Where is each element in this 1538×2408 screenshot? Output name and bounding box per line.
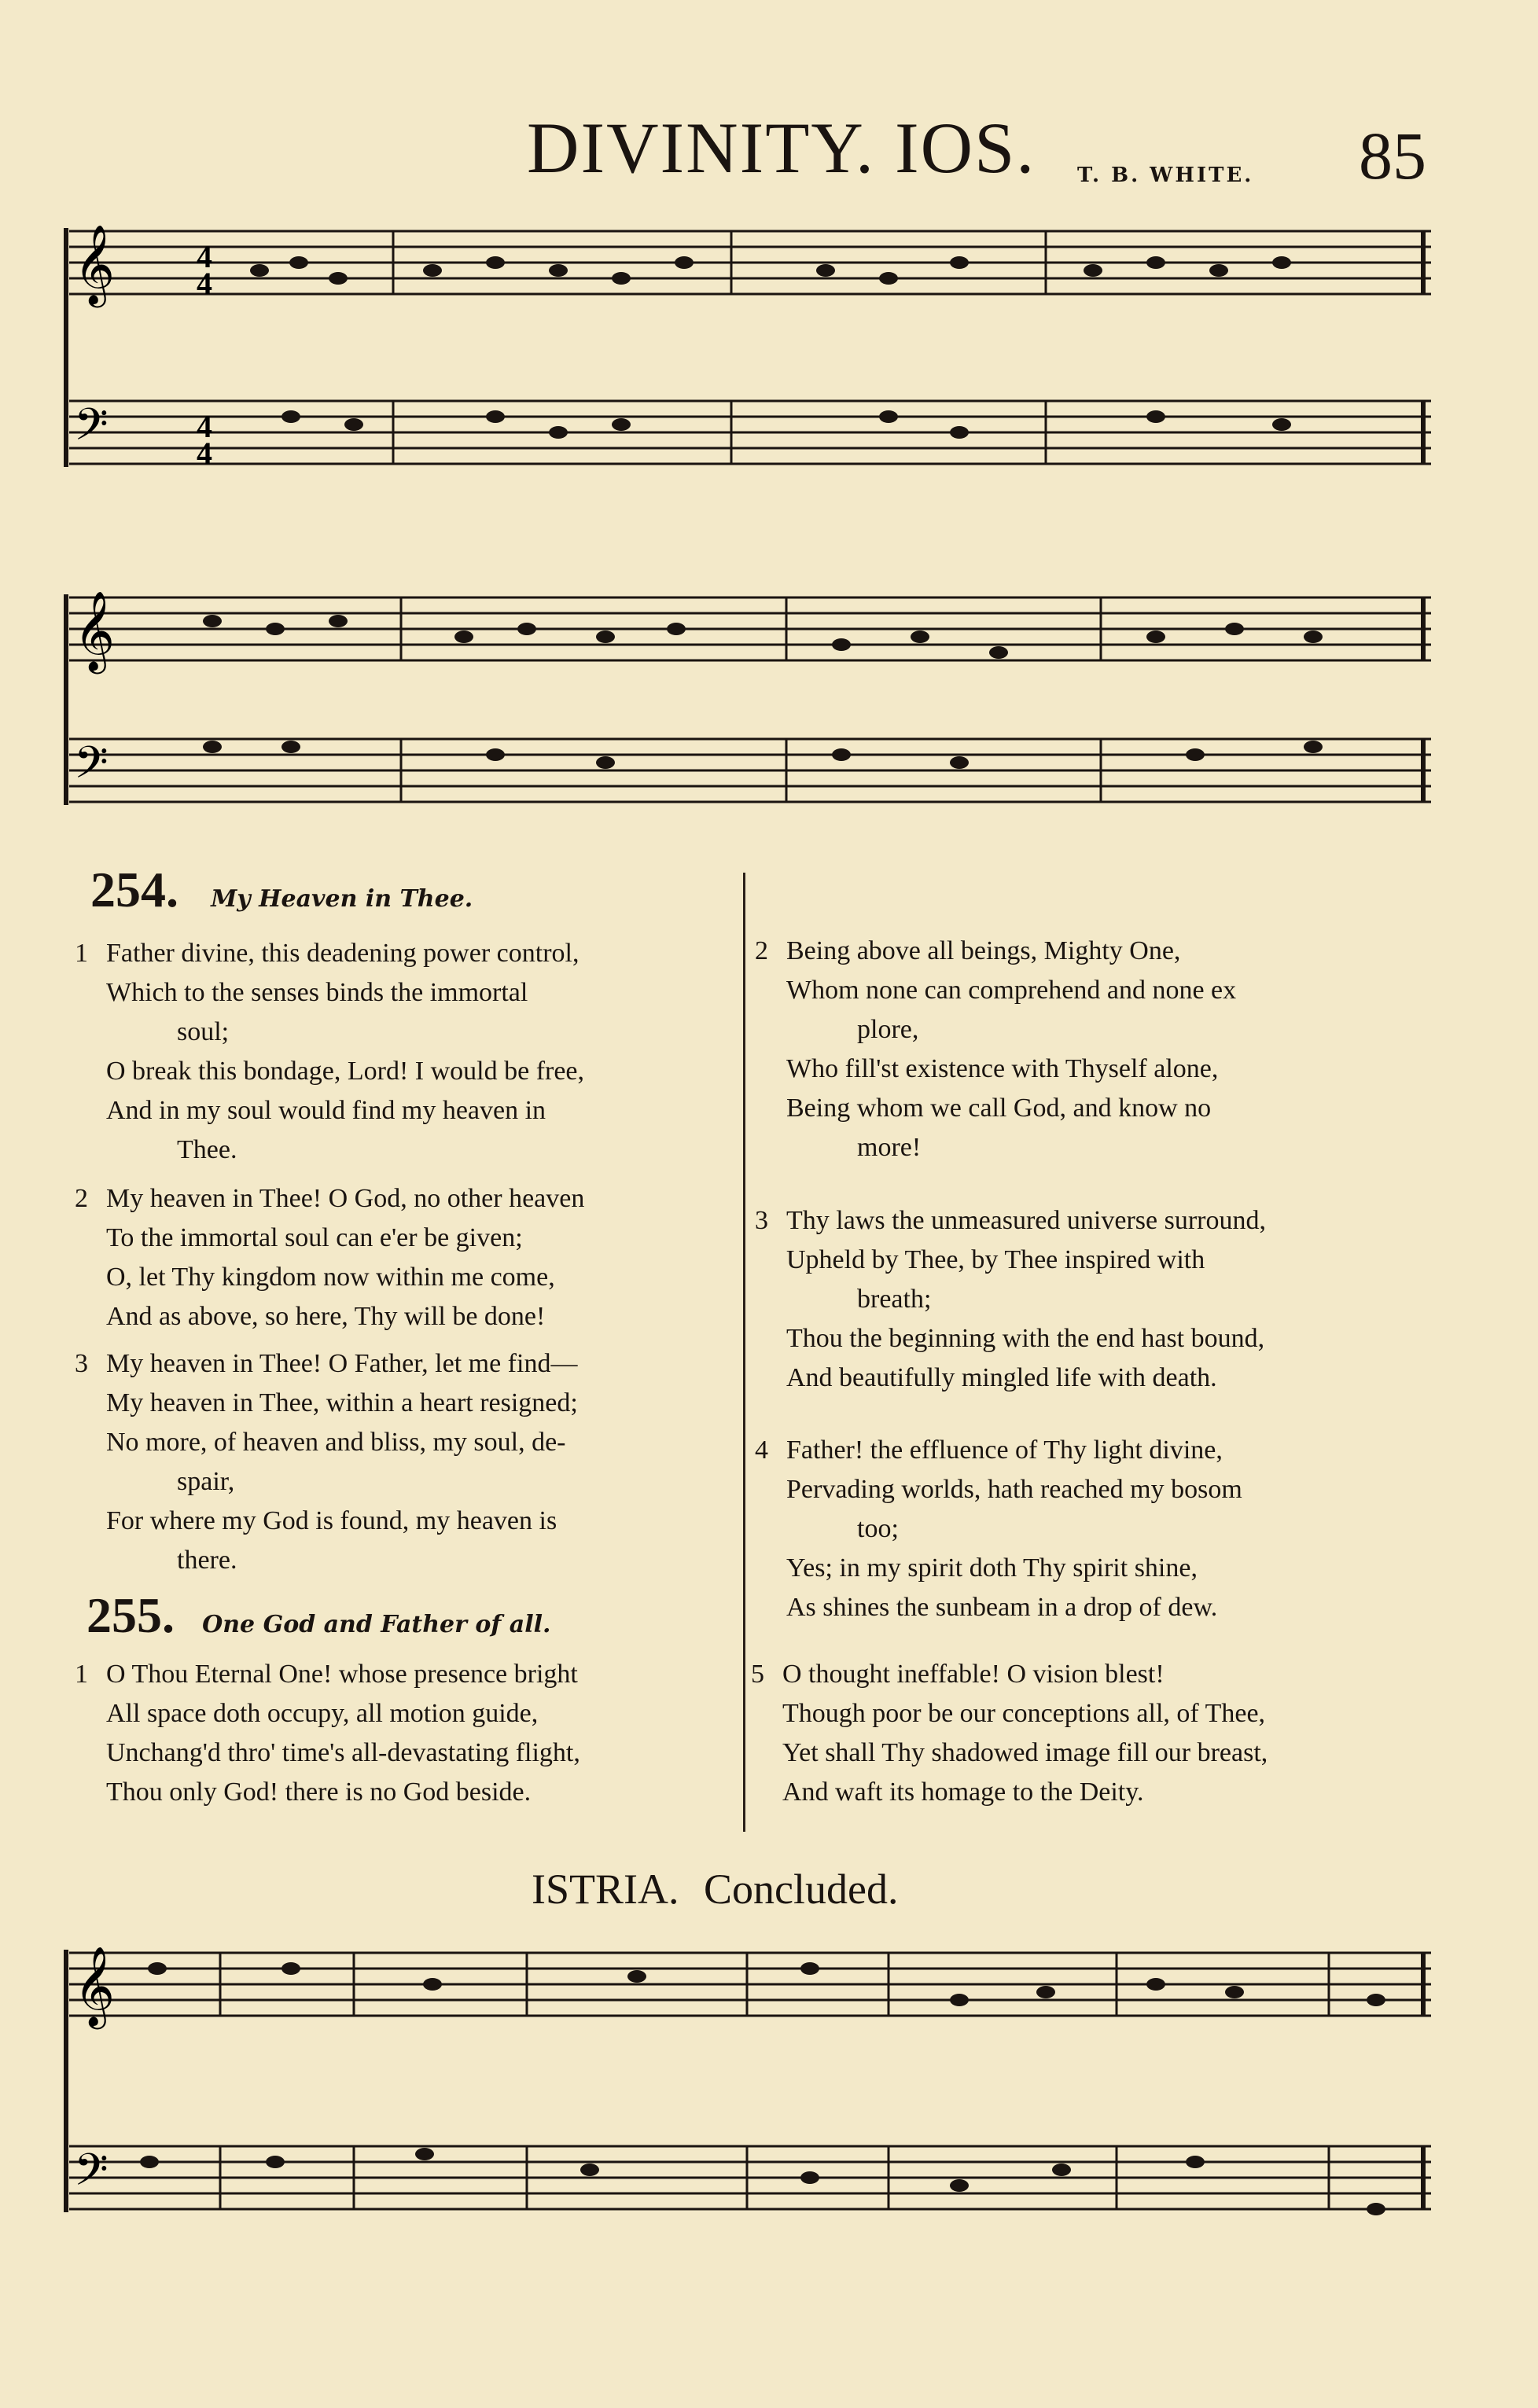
music-system-2 [55, 574, 1447, 873]
page-number: 85 [1359, 118, 1426, 193]
music-system-1 [55, 212, 1447, 542]
tune-title: DIVINITY. IOS. [527, 108, 1036, 188]
hymn-number: 254. [90, 862, 178, 917]
hymn-254-verse-3: 3 My heaven in Thee! O Father, let me find— My heaven in Thee, within a heart resigned; No more, of heaven and bliss, my soul, de- spair, For where my God is found, my heaven is there. [75, 1349, 578, 1575]
svg-text:𝄢: 𝄢 [74, 2145, 109, 2207]
hymn-255-verse-1: 1 O Thou Eternal One! whose presence bright All space doth occupy, all motion guide, Unchang'd thro' time's all-devastating flight, Thou only God! there is no God beside. [75, 1660, 580, 1807]
svg-text:4: 4 [197, 409, 212, 444]
column-divider [743, 873, 745, 1832]
svg-text:𝄢: 𝄢 [74, 737, 109, 800]
hymn-254-heading [90, 861, 473, 919]
second-tune-title: ISTRIA. Concluded. [532, 1866, 899, 1913]
hymn-255-verse-5: 5 O thought ineffable! O vision blest! Though poor be our conceptions all, of Thee, Yet shall Thy shadowed image fill our breast, And waft its homage to the Deity. [751, 1660, 1268, 1807]
hymn-title: One God and Father of all. [202, 1611, 551, 1638]
composer-credit: T. B. WHITE. [1077, 164, 1254, 187]
hymn-255-verse-2: 2 Being above all beings, Mighty One, Whom none can comprehend and none ex plore, Who fill'st existence with Thyself alone, Being whom we call God, and know no more! [755, 936, 1237, 1162]
svg-text:𝄢: 𝄢 [74, 399, 109, 461]
hymn-title: My Heaven in Thee. [211, 885, 473, 913]
svg-text:4: 4 [197, 266, 212, 301]
hymn-254-verse-1: 1 Father divine, this deadening power control, Which to the senses binds the immortal soul; O break this bondage, Lord! I would be free, And in my soul would find my heaven in Thee. [75, 939, 585, 1164]
svg-text:4: 4 [197, 436, 212, 471]
hymn-254-verse-2: 2 My heaven in Thee! O God, no other heaven To the immortal soul can e'er be given; O, let Thy kingdom now within me come, And as above, so here, Thy will be done! [75, 1184, 585, 1331]
music-system-3 [55, 1934, 1447, 2264]
svg-text:𝄞: 𝄞 [74, 590, 116, 671]
hymn-number: 255. [86, 1587, 175, 1643]
hymn-255-heading [86, 1586, 550, 1645]
svg-text:𝄞: 𝄞 [74, 223, 116, 304]
hymn-255-verse-4: 4 Father! the effluence of Thy light divine, Pervading worlds, hath reached my bosom too; Yes; in my spirit doth Thy spirit shine, As shines the sunbeam in a drop of dew. [755, 1436, 1242, 1622]
svg-text:𝄞: 𝄞 [74, 1945, 116, 2026]
hymn-255-verse-3: 3 Thy laws the unmeasured universe surround, Upheld by Thee, by Thee inspired with breath; Thou the beginning with the end hast bound, And beautifully mingled life with death. [755, 1206, 1266, 1392]
svg-text:4: 4 [197, 239, 212, 274]
